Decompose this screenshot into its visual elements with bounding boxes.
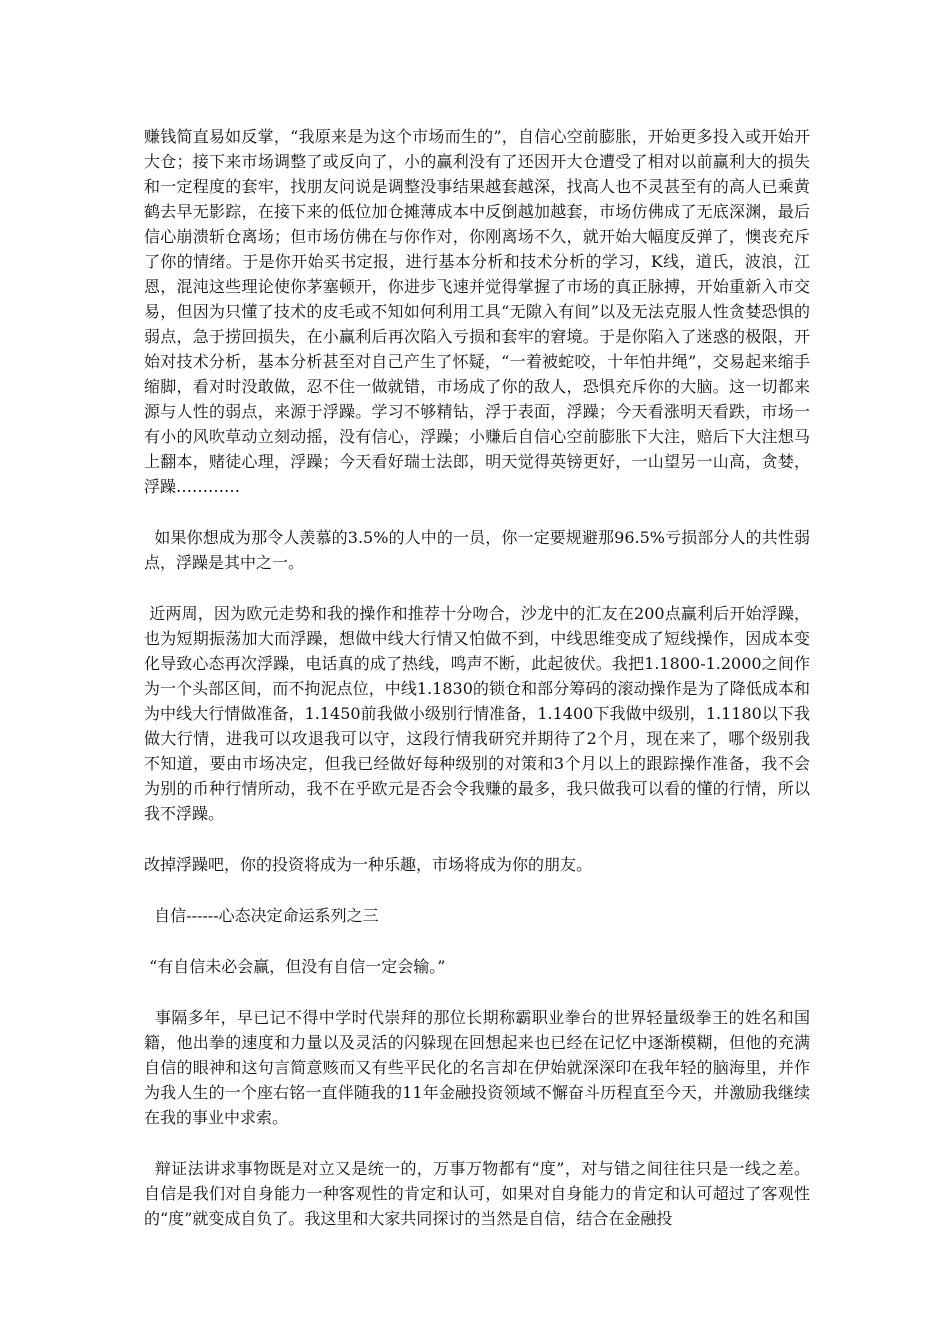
quote: “有自信未必会赢，但没有自信一定会输。” <box>144 957 446 976</box>
paragraph-1: 赚钱简直易如反掌，“我原来是为这个市场而生的”，自信心空前膨胀，开始更多投入或开始开大仓；接下来市场调整了或反向了，小的赢利没有了还因开大仓遭受了相对以前赢利大的损失和一定程度的套牢，找朋友问说是调整没事结果越套越深，找高人也不灵甚至有的高人已乘黄鹤去早无影踪，在接下来的低位加仓摊薄成本中反倒越加越套，市场仿佛成了无底深渊，最后信心崩溃斩仓离场；但市场仿佛在与你作对，你刚离场不久，就开始大幅度反弹了，懊丧充斥了你的情绪。于是你开始买书定报，进行基本分析和技术分析的学习，K线，道氏，波浪，江恩，混沌这些理论使你茅塞顿开，你进步飞速并觉得掌握了市场的真正脉搏，开始重新入市交易，但因为只懂了技术的皮毛或不知如何利用工具“无隙入有间”以及无法克服人性贪婪恐惧的弱点，急于捞回损失，在小赢利后再次陷入亏损和套牢的窘境。于是你陷入了迷惑的极限，开始对技术分析，基本分析甚至对自己产生了怀疑，“一着被蛇咬，十年怕井绳”，交易起来缩手缩脚，看对时没敢做，忍不住一做就错，市场成了你的敌人，恐惧充斥你的大脑。这一切都来源与人性的弱点，来源于浮躁。学习不够精钻，浮于表面，浮躁；今天看涨明天看跌，市场一有小的风吹草动立刻动摇，没有信心，浮躁；小赚后自信心空前膨胀下大注，赔后下大注想马上翻本，赌徒心理，浮躁；今天看好瑞士法郎，明天觉得英镑更好，一山望另一山高，贪婪，浮躁………… <box>144 127 810 496</box>
document-body <box>144 124 810 1257</box>
paragraph-3: 近两周，因为欧元走势和我的操作和推荐十分吻合，沙龙中的汇友在200点赢利后开始浮躁，也为短期振荡加大而浮躁，想做中线大行情又怕做不到，中线思维变成了短线操作，因成本变化导致心态再次浮躁，电话真的成了热线，鸣声不断，此起彼伏。我把1.1800-1.2000之间作为一个头部区间，而不拘泥点位，中线1.1830的锁仓和部分筹码的滚动操作是为了降低成本和为中线大行情做准备，1.1450前我做小级别行情准备，1.1400下我做中级别，1.1180以下我做大行情，进我可以攻退我可以守，这段行情我研究并期待了2个月，现在来了，哪个级别我不知道，要由市场决定，但我已经做好每种级别的对策和3个月以上的跟踪操作准备，我不会为别的币种行情所动，我不在乎欧元是否会令我赚的最多，我只做我可以看的懂的行情，所以我不浮躁。 <box>144 604 810 823</box>
paragraph-4: 改掉浮躁吧，你的投资将成为一种乐趣，市场将成为你的朋友。 <box>144 855 593 874</box>
paragraph-6: 辩证法讲求事物既是对立又是统一的，万事万物都有“度”，对与错之间往往只是一线之差。自信是我们对自身能力一种客观性的肯定和认可，如果对自身能力的肯定和认可超过了客观性的“度”就变成自负了。我这里和大家共同探讨的当然是自信，结合在金融投 <box>144 1159 810 1228</box>
paragraph-5: 事隔多年，早已记不得中学时代崇拜的那位长期称霸职业拳台的世界轻量级拳王的姓名和国籍，他出拳的速度和力量以及灵活的闪躲现在回想起来也已经在记忆中逐渐模糊，但他的充满自信的眼神和这句言简意赅而又有些平民化的名言却在伊始就深深印在我年轻的脑海里，并作为我人生的一个座右铭一直伴随我的11年金融投资领域不懈奋斗历程直至今天，并激励我继续在我的事业中求索。 <box>144 1008 810 1127</box>
section-heading: 自信------心态决定命运系列之三 <box>144 906 379 925</box>
paragraph-2: 如果你想成为那令人羡慕的3.5%的人中的一员，你一定要规避那96.5%亏损部分人的共性弱点，浮躁是其中之一。 <box>144 528 810 572</box>
